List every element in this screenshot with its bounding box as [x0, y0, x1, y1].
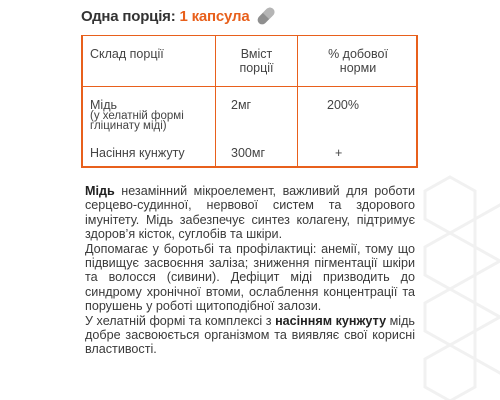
row-copper-note-line2: гліцинату міді) — [90, 120, 167, 132]
header-composition: Склад порції — [90, 47, 164, 61]
row-sesame-content: 300мг — [231, 146, 266, 160]
description-p1-text: незамінний мікроелемент, важливий для роботи серцево-судинної, нервової систем та здорового імунітету. Мідь забезпечує синтез колагену, підтримує здоров’я кісток, суглобів та шкіри. — [85, 184, 415, 242]
description-paragraph-3 — [85, 314, 415, 357]
hexagon-pattern — [400, 172, 500, 400]
header-divider — [83, 86, 418, 87]
sesame-term: насінням кунжуту — [275, 313, 387, 328]
row-sesame-name: Насіння кунжуту — [90, 146, 185, 160]
header-daily-line1: % добової — [328, 47, 388, 61]
header-daily-norm — [298, 47, 418, 75]
description-paragraph-1 — [85, 184, 415, 242]
row-copper-content: 2мг — [231, 98, 252, 112]
row-copper-daily: 200% — [327, 98, 359, 112]
header-content-line2: порції — [239, 61, 274, 75]
header-content — [216, 47, 297, 75]
row-copper-note-line1: (у хелатній формі — [90, 110, 184, 122]
row-copper-name: Мідь — [90, 98, 117, 112]
description-paragraph-2: Допомагає у боротьбі та профілактиці: анемії, тому що підвищує засвоєння заліза; зниження пігментації шкіри та волосся (сивини). Дефіцит міді призводить до синдрому хронічної втоми, ослаблення концентрації та порушень у роботі щитоподібної залози. — [85, 241, 415, 314]
header-content-line1: Вміст — [240, 47, 273, 61]
description-p3-before: У хелатній формі та комплексі з — [85, 313, 276, 328]
header-daily-line2: норми — [339, 61, 377, 75]
row-sesame-daily: + — [335, 146, 343, 160]
serving-value: 1 капсула — [179, 8, 250, 25]
description-p3-after: мідь добре засвоюється організмом та виявляє свої корисні властивості. — [85, 313, 415, 357]
composition-table — [81, 35, 418, 168]
description — [85, 184, 415, 357]
copper-term: Мідь — [85, 184, 115, 198]
serving-label: Одна порція: — [81, 8, 176, 25]
capsule-icon — [255, 5, 277, 27]
serving-line — [81, 8, 249, 25]
